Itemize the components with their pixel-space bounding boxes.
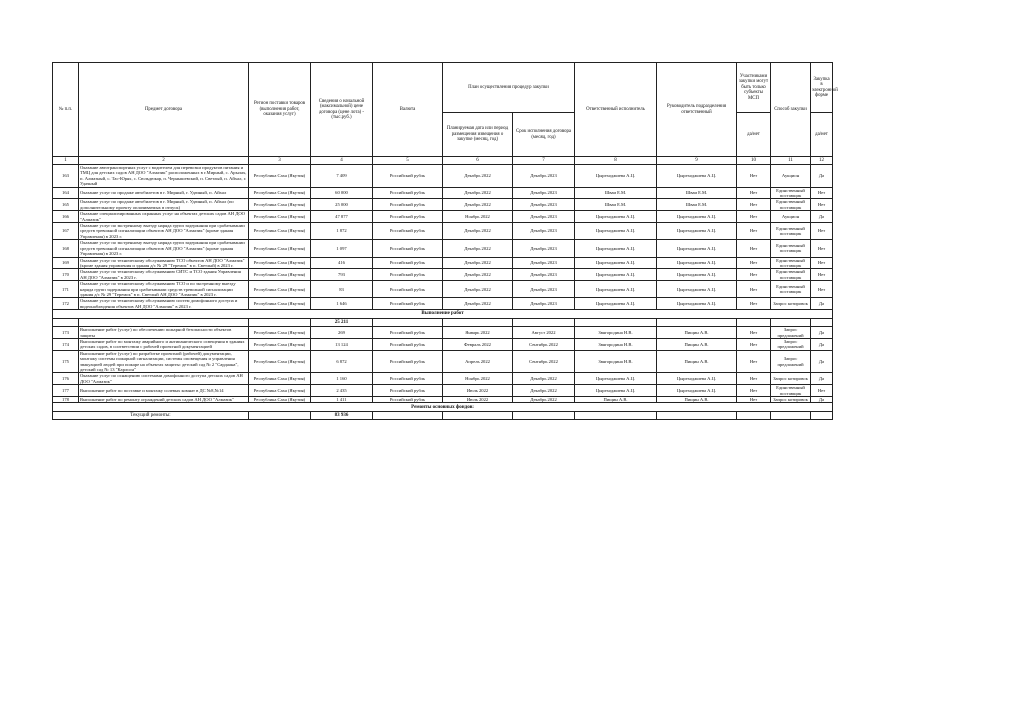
row-plan-date: Февраль 2022 [443, 338, 513, 350]
row-number: 168 [53, 240, 79, 257]
col-number: 7 [513, 157, 575, 165]
row-region: Республика Саха (Якутия) [249, 298, 311, 310]
col-number: 3 [249, 157, 311, 165]
row-exec-period: Декабрь 2022 [513, 397, 575, 403]
row-plan-date: Декабрь 2022 [443, 281, 513, 298]
col-number: 2 [79, 157, 249, 165]
row-head: Пищин А.В. [657, 350, 737, 373]
row-electronic: Да [811, 373, 833, 385]
row-executor: Цыреходжиева А.Ц. [575, 269, 657, 281]
row-electronic: Нет [811, 385, 833, 397]
row-plan-date: Июль 2022 [443, 385, 513, 397]
row-subject: Выполнение работ (услуг) по обеспечению пожарной безопасности объектов защиты [79, 327, 249, 339]
row-method: Аукцион [771, 165, 811, 188]
row-smsp: Нет [737, 269, 771, 281]
row-subject: Оказание услуг по техническому обслуживанию систем домофонного доступа и видеонаблюдения объектов АН ДОО "Алмазик" в 2023 г. [79, 298, 249, 310]
row-electronic: Да [811, 397, 833, 403]
table-row [53, 223, 833, 240]
row-smsp: Нет [737, 211, 771, 223]
header-exec-period: Срок исполнения договора (месяц, год) [513, 113, 575, 157]
section-title-repairs: Ремонты основных фондов: [53, 403, 833, 412]
row-price: 1 872 [311, 223, 373, 240]
row-subject: Оказание услуг по техническому обслуживанию ТСО объектов АН ДОО "Алмазик" (кроме здания управления и здания д/с № 29 "Теремок" в п. Светлый) в 2023 г. [79, 257, 249, 269]
row-plan-date: Июль 2022 [443, 397, 513, 403]
col-number: 10 [737, 157, 771, 165]
row-region: Республика Саха (Якутия) [249, 350, 311, 373]
row-number: 174 [53, 338, 79, 350]
row-subject: Оказание специализированных охранных услуг на объектах детских садов АН ДОО "Алмазик" [79, 211, 249, 223]
header-plan-date: Планируемая дата или период размещения извещения о закупке (месяц, год) [443, 113, 513, 157]
row-currency: Российский рубль [373, 269, 443, 281]
row-electronic: Нет [811, 199, 833, 211]
row-subject: Выполнение работ по монтажу аварийного и антипанического освещения в зданиях детских садов, в соответствии с рабочей проектной документацией [79, 338, 249, 350]
column-numbers-row [53, 157, 833, 165]
row-currency: Российский рубль [373, 199, 443, 211]
row-subject: Оказание услуг по экстренному выезду наряда групп задержания при срабатывании средств тревожной сигнализации объектов АН ДОО "Алмазик" (кроме здания Управления) в 2023 г. [79, 240, 249, 257]
row-smsp: Нет [737, 165, 771, 188]
row-smsp: Нет [737, 199, 771, 211]
row-electronic: Да [811, 338, 833, 350]
row-smsp: Нет [737, 187, 771, 199]
row-region: Республика Саха (Якутия) [249, 240, 311, 257]
table-row [53, 281, 833, 298]
row-number: 176 [53, 373, 79, 385]
row-price: 6 872 [311, 350, 373, 373]
current-repairs-row [53, 412, 833, 420]
row-method: Единственный поставщик [771, 269, 811, 281]
row-head: Цыреходжиева А.Ц. [657, 240, 737, 257]
row-currency: Российский рубль [373, 211, 443, 223]
row-executor: Звягородина Н.В. [575, 327, 657, 339]
row-electronic: Да [811, 165, 833, 188]
row-electronic: Да [811, 327, 833, 339]
row-head: Цыреходжиева А.Ц. [657, 223, 737, 240]
row-price: 1 160 [311, 373, 373, 385]
table-row [53, 327, 833, 339]
row-subject: Оказание услуг по техническому обслуживанию ТСО и по экстренному выезду наряда групп задержания при срабатывании средств тревожной сигнализации здания д/с № 29 "Теремок" в п. Светлый АН ДОО "Алмазик" в 2023 г. [79, 281, 249, 298]
row-method: Запрос котировок [771, 373, 811, 385]
row-price: 269 [311, 327, 373, 339]
header-electronic: Закупка в электронной форме [811, 63, 833, 113]
col-number: 1 [53, 157, 79, 165]
row-subject: Оказание услуг по продаже автобилетов в г. Мирный, г. Удачный, п. Айхал [79, 187, 249, 199]
row-method: Запрос котировок [771, 397, 811, 403]
row-method: Запрос предложений [771, 350, 811, 373]
col-number: 9 [657, 157, 737, 165]
row-executor: Шваи Е.М. [575, 187, 657, 199]
table-row [53, 211, 833, 223]
row-exec-period: Декабрь 2023 [513, 281, 575, 298]
row-smsp: Нет [737, 223, 771, 240]
row-plan-date: Декабрь 2022 [443, 240, 513, 257]
col-number: 4 [311, 157, 373, 165]
row-plan-date: Декабрь 2022 [443, 298, 513, 310]
row-number: 171 [53, 281, 79, 298]
row-subject: Выполнение работ по поставке и монтажу солевых комнат в ДС №8,№14 [79, 385, 249, 397]
current-repairs-label: Текущий ремонты: [53, 412, 249, 420]
row-exec-period: Декабрь 2022 [513, 373, 575, 385]
header-num: № п.п. [53, 63, 79, 157]
table-row [53, 350, 833, 373]
row-method: Единственный поставщик [771, 281, 811, 298]
row-plan-date: Декабрь 2022 [443, 187, 513, 199]
header-smsp: Участниками закупки могут быть только субъекты МСП [737, 63, 771, 113]
row-electronic: Да [811, 350, 833, 373]
section-row-works [53, 310, 833, 319]
row-head: Цыреходжиева А.Ц. [657, 281, 737, 298]
row-executor: Звягородина Н.В. [575, 350, 657, 373]
row-exec-period: Сентябрь 2022 [513, 338, 575, 350]
row-head: Цыреходжиева А.Ц. [657, 257, 737, 269]
row-electronic: Нет [811, 240, 833, 257]
row-method: Единственный поставщик [771, 385, 811, 397]
row-executor: Цыреходжиева А.Ц. [575, 385, 657, 397]
col-number: 6 [443, 157, 513, 165]
table-row [53, 373, 833, 385]
row-price: 793 [311, 269, 373, 281]
row-plan-date: Декабрь 2022 [443, 199, 513, 211]
row-number: 170 [53, 269, 79, 281]
row-head: Пищин А.В. [657, 397, 737, 403]
col-number: 11 [771, 157, 811, 165]
row-number: 173 [53, 327, 79, 339]
row-head: Цыреходжиева А.Ц. [657, 269, 737, 281]
row-number: 172 [53, 298, 79, 310]
row-region: Республика Саха (Якутия) [249, 165, 311, 188]
row-smsp: Нет [737, 397, 771, 403]
row-number: 163 [53, 165, 79, 188]
row-subject: Оказание автотранспортных услуг с водителем для перевозки продуктов питания и ТМЦ для детских садов АН ДОО "Алмазик" расположенных в г.Мирный, с. Арылах, п. Алмазный, с. Тас-Юрях, с. Сюльдюкар, п. Чернышевский, п. Светлый, п. Айхал, г. Удачный [79, 165, 249, 188]
table-row [53, 269, 833, 281]
col-number: 5 [373, 157, 443, 165]
row-smsp: Нет [737, 257, 771, 269]
row-currency: Российский рубль [373, 350, 443, 373]
row-method: Единственный поставщик [771, 223, 811, 240]
row-price: 1 411 [311, 397, 373, 403]
row-region: Республика Саха (Якутия) [249, 187, 311, 199]
row-region: Республика Саха (Якутия) [249, 373, 311, 385]
repairs-section [53, 403, 833, 420]
row-executor: Цыреходжиева А.Ц. [575, 240, 657, 257]
table-row [53, 385, 833, 397]
row-executor: Цыреходжиева А.Ц. [575, 211, 657, 223]
row-electronic: Нет [811, 187, 833, 199]
row-smsp: Нет [737, 350, 771, 373]
row-subject: Оказание услуг по продаже автобилетов в г. Мирный, г. Удачный, п. Айхал (по дополнительному проекту оплачиваемых в отпуск) [79, 199, 249, 211]
row-region: Республика Саха (Якутия) [249, 257, 311, 269]
row-number: 166 [53, 211, 79, 223]
row-currency: Российский рубль [373, 373, 443, 385]
row-electronic: Нет [811, 281, 833, 298]
row-plan-date: Январь 2022 [443, 327, 513, 339]
row-exec-period: Декабрь 2023 [513, 199, 575, 211]
header-executor: Ответственный исполнитель [575, 63, 657, 157]
section-row-repairs [53, 403, 833, 412]
row-method: Запрос предложений [771, 327, 811, 339]
row-smsp: Нет [737, 298, 771, 310]
row-head: Цыреходжиева А.Ц. [657, 211, 737, 223]
row-currency: Российский рубль [373, 327, 443, 339]
row-electronic: Нет [811, 269, 833, 281]
table-row [53, 199, 833, 211]
row-executor: Звягородина Н.В. [575, 338, 657, 350]
row-region: Республика Саха (Якутия) [249, 211, 311, 223]
row-head: Цыреходжиева А.Ц. [657, 165, 737, 188]
row-price: 83 [311, 281, 373, 298]
row-price: 2 435 [311, 385, 373, 397]
header-currency: Валюта [373, 63, 443, 157]
subtotal-services-value: 25 211 [311, 319, 373, 327]
header-method: Способ закупки [771, 63, 811, 157]
row-method: Аукцион [771, 211, 811, 223]
header-subject: Предмет договора [79, 63, 249, 157]
row-subject: Оказание услуг по оснащению системами домофонного доступа детских садов АН ДОО "Алмазик" [79, 373, 249, 385]
row-subject: Оказание услуг по экстренному выезду наряда групп задержания при срабатывании средств тревожной сигнализации объектов АН ДОО "Алмазик" (кроме здания Управления) в 2023 г. [79, 223, 249, 240]
row-smsp: Нет [737, 327, 771, 339]
row-method: Единственный поставщик [771, 240, 811, 257]
row-currency: Российский рубль [373, 338, 443, 350]
row-head: Пищин А.В. [657, 327, 737, 339]
row-price: 1 646 [311, 298, 373, 310]
row-executor: Цыреходжиева А.Ц. [575, 281, 657, 298]
table-row [53, 165, 833, 188]
row-currency: Российский рубль [373, 281, 443, 298]
row-head: Шваи Е.М. [657, 199, 737, 211]
row-exec-period: Декабрь 2023 [513, 187, 575, 199]
row-price: 47 877 [311, 211, 373, 223]
row-executor: Цыреходжиева А.Ц. [575, 165, 657, 188]
row-electronic: Да [811, 298, 833, 310]
row-head: Цыреходжиева А.Ц. [657, 298, 737, 310]
section-title-works: Выполнение работ [53, 310, 833, 319]
row-currency: Российский рубль [373, 385, 443, 397]
row-region: Республика Саха (Якутия) [249, 397, 311, 403]
row-price: 7 409 [311, 165, 373, 188]
row-price: 25 000 [311, 199, 373, 211]
row-region: Республика Саха (Якутия) [249, 327, 311, 339]
row-region: Республика Саха (Якутия) [249, 385, 311, 397]
services-rows [53, 165, 833, 310]
table-row [53, 298, 833, 310]
table-body [53, 157, 833, 165]
row-plan-date: Декабрь 2022 [443, 269, 513, 281]
row-price: 13 124 [311, 338, 373, 350]
row-number: 178 [53, 397, 79, 403]
row-method: Единственный поставщик [771, 257, 811, 269]
row-plan-date: Декабрь 2022 [443, 223, 513, 240]
works-section [53, 310, 833, 327]
header-smsp-sub: да/нет [737, 113, 771, 157]
row-exec-period: Декабрь 2023 [513, 211, 575, 223]
row-smsp: Нет [737, 338, 771, 350]
header-region: Регион поставки товаров (выполнения работ, оказания услуг) [249, 63, 311, 157]
row-subject: Оказание услуг по техническому обслуживанию СИТС и ТСО здания Управления АН ДОО "Алмазик" в 2023 г. [79, 269, 249, 281]
row-head: Шваи Е.М. [657, 187, 737, 199]
row-smsp: Нет [737, 281, 771, 298]
row-region: Республика Саха (Якутия) [249, 223, 311, 240]
row-plan-date: Ноябрь 2022 [443, 211, 513, 223]
current-repairs-value: 83 936 [311, 412, 373, 420]
row-number: 167 [53, 223, 79, 240]
row-electronic: Да [811, 211, 833, 223]
row-exec-period: Декабрь 2023 [513, 269, 575, 281]
row-number: 169 [53, 257, 79, 269]
row-executor: Пищин А.В. [575, 397, 657, 403]
subtotal-row [53, 319, 833, 327]
row-exec-period: Декабрь 2023 [513, 223, 575, 240]
row-method: Запрос котировок [771, 298, 811, 310]
row-electronic: Нет [811, 223, 833, 240]
row-exec-period: Декабрь 2023 [513, 165, 575, 188]
row-exec-period: Август 2022 [513, 327, 575, 339]
header-plan-group: План осуществления процедур закупки [443, 63, 575, 113]
table-row [53, 257, 833, 269]
row-exec-period: Декабрь 2022 [513, 385, 575, 397]
row-plan-date: Декабрь 2022 [443, 165, 513, 188]
works-rows [53, 327, 833, 403]
table-row [53, 187, 833, 199]
row-region: Республика Саха (Якутия) [249, 199, 311, 211]
row-price: 60 000 [311, 187, 373, 199]
row-currency: Российский рубль [373, 223, 443, 240]
row-exec-period: Декабрь 2023 [513, 257, 575, 269]
row-region: Республика Саха (Якутия) [249, 338, 311, 350]
procurement-plan-table [52, 62, 838, 420]
row-executor: Шваи Е.М. [575, 199, 657, 211]
row-number: 165 [53, 199, 79, 211]
row-method: Запрос предложений [771, 338, 811, 350]
row-region: Республика Саха (Якутия) [249, 269, 311, 281]
row-region: Республика Саха (Якутия) [249, 281, 311, 298]
row-method: Единственный поставщик [771, 187, 811, 199]
row-executor: Цыреходжиева А.Ц. [575, 223, 657, 240]
header-price: Сведения о начальной (максимальной) цене договора (цене лота) - (тыс.руб.) [311, 63, 373, 157]
row-exec-period: Сентябрь 2022 [513, 350, 575, 373]
row-exec-period: Декабрь 2023 [513, 240, 575, 257]
row-executor: Цыреходжиева А.Ц. [575, 257, 657, 269]
row-number: 164 [53, 187, 79, 199]
header-head: Руководитель подразделения ответственный [657, 63, 737, 157]
row-currency: Российский рубль [373, 187, 443, 199]
col-number: 8 [575, 157, 657, 165]
row-smsp: Нет [737, 240, 771, 257]
row-currency: Российский рубль [373, 298, 443, 310]
row-currency: Российский рубль [373, 240, 443, 257]
table-row [53, 338, 833, 350]
row-currency: Российский рубль [373, 257, 443, 269]
row-subject: Выполнение работ по ремонту ограждений детских садов АН ДОО "Алмазик" [79, 397, 249, 403]
row-head: Пищин А.В. [657, 338, 737, 350]
row-executor: Цыреходжиева А.Ц. [575, 373, 657, 385]
row-plan-date: Апрель 2022 [443, 350, 513, 373]
row-currency: Российский рубль [373, 397, 443, 403]
col-number: 12 [811, 157, 833, 165]
row-smsp: Нет [737, 385, 771, 397]
row-plan-date: Ноябрь 2022 [443, 373, 513, 385]
row-plan-date: Декабрь 2022 [443, 257, 513, 269]
row-price: 416 [311, 257, 373, 269]
row-subject: Выполнение работ (услуг) по разработке проектной (рабочей) документации, монтажу системы пожарной сигнализации, системы оповещения и управления эвакуацией людей при пожаре на объектах защиты: детский сад № 2 "Сардаана", детский сад № 13 "Карлсон" [79, 350, 249, 373]
row-price: 1 097 [311, 240, 373, 257]
row-number: 177 [53, 385, 79, 397]
table-row [53, 240, 833, 257]
row-electronic: Нет [811, 257, 833, 269]
row-head: Цыреходжиева А.Ц. [657, 373, 737, 385]
row-method: Единственный поставщик [771, 199, 811, 211]
header-electronic-sub: да/нет [811, 113, 833, 157]
row-smsp: Нет [737, 373, 771, 385]
row-currency: Российский рубль [373, 165, 443, 188]
row-number: 175 [53, 350, 79, 373]
row-exec-period: Декабрь 2023 [513, 298, 575, 310]
procurement-plan-sheet [52, 62, 838, 420]
row-head: Цыреходжиева А.Ц. [657, 385, 737, 397]
row-executor: Цыреходжиева А.Ц. [575, 298, 657, 310]
